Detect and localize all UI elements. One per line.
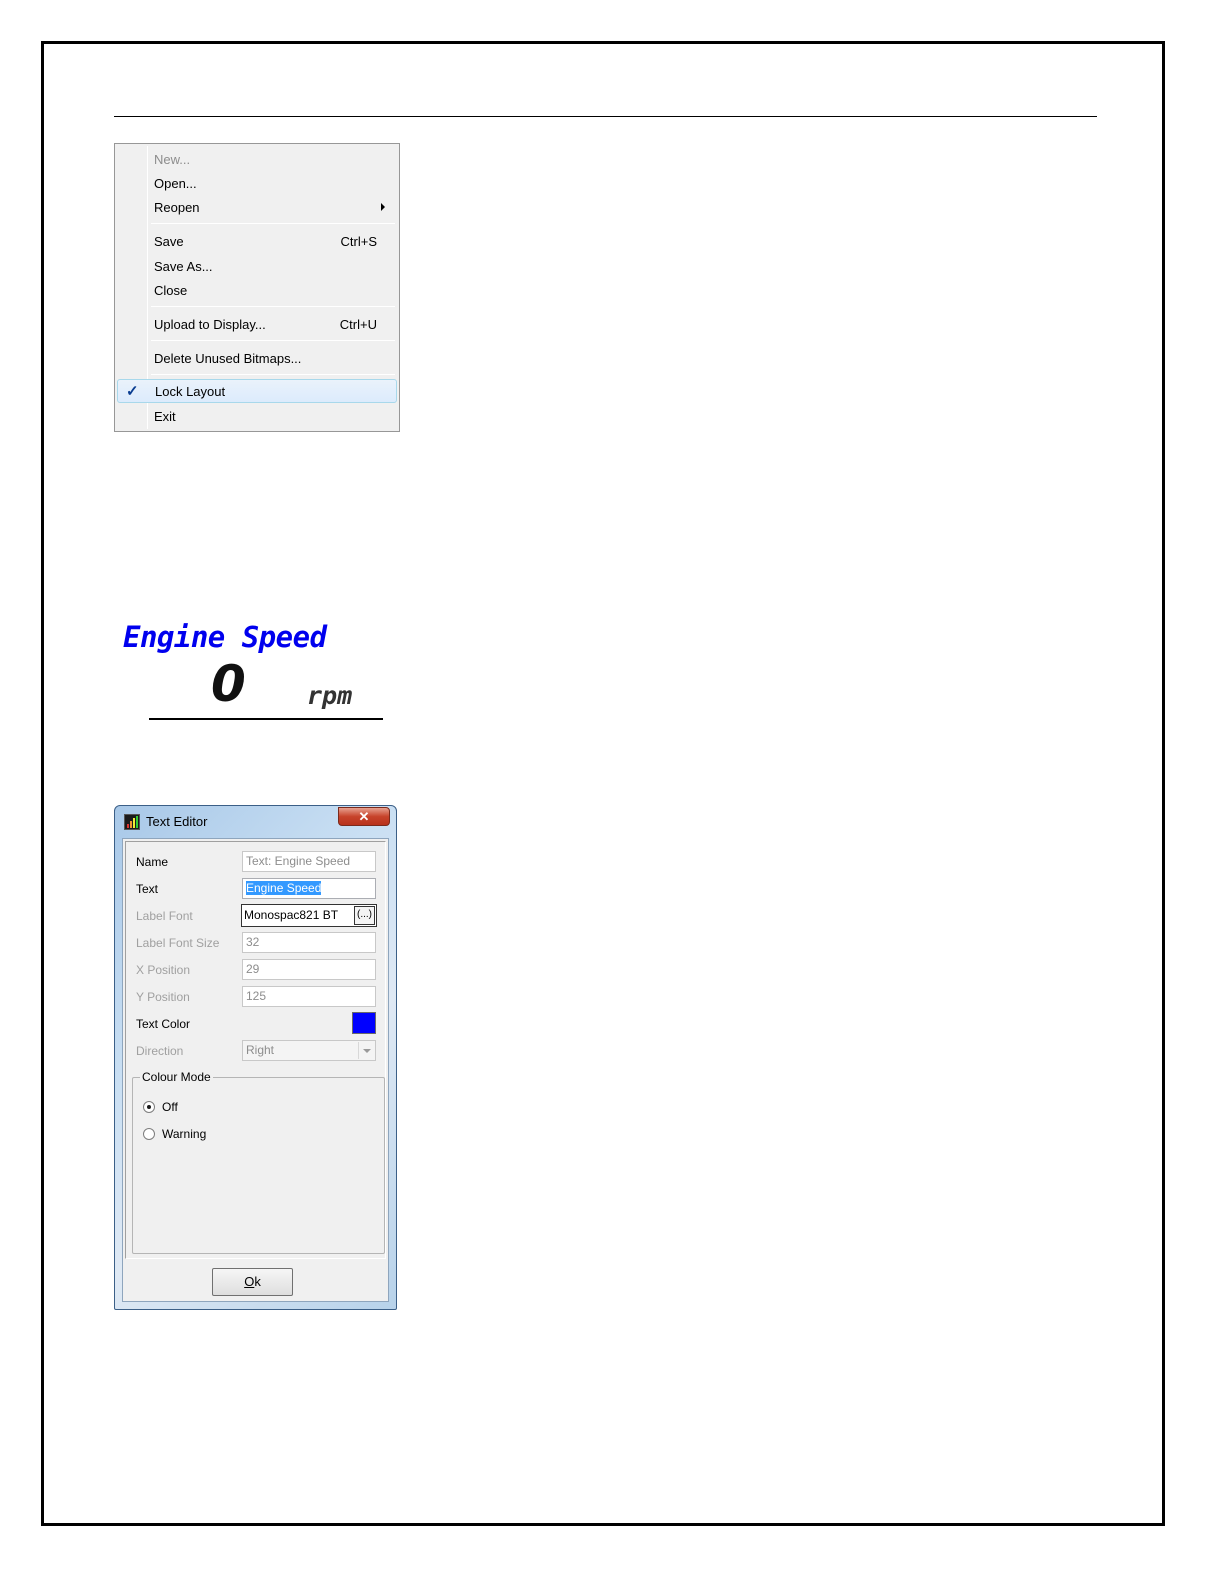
menu-item-exit[interactable]	[117, 404, 397, 428]
dialog-title: Text Editor	[146, 814, 208, 829]
menu-separator	[151, 306, 395, 307]
chevron-down-icon	[358, 1042, 374, 1059]
submenu-arrow-icon	[381, 203, 385, 211]
menu-item-shortcut: Ctrl+U	[339, 316, 377, 332]
text-field[interactable]	[242, 878, 376, 899]
close-icon: ✕	[358, 809, 370, 824]
menu-item-close[interactable]	[117, 278, 397, 302]
menu-item-label: Delete Unused Bitmaps...	[154, 350, 302, 366]
direction-value: Right	[246, 1043, 275, 1057]
label-font-size-label: Label Font Size	[136, 936, 220, 950]
name-label: Name	[136, 855, 169, 869]
menu-item-label: Exit	[154, 408, 176, 424]
name-field[interactable]: Text: Engine Speed	[242, 851, 376, 872]
app-icon	[124, 814, 140, 830]
gauge-unit: rpm	[307, 681, 353, 710]
direction-select[interactable]	[242, 1040, 376, 1061]
form-panel	[125, 841, 386, 1259]
close-button[interactable]	[338, 807, 390, 826]
dialog-client-area	[122, 838, 389, 1302]
menu-item-label: New...	[154, 151, 191, 167]
menu-item-label: Open...	[154, 175, 197, 191]
header-rule	[114, 116, 1097, 117]
menu-item-open[interactable]	[117, 171, 397, 195]
menu-item-label: Reopen	[154, 199, 200, 215]
menu-item-new[interactable]	[117, 147, 397, 171]
text-field-selection: Engine Speed	[246, 881, 322, 895]
file-menu	[114, 143, 400, 432]
gauge-title: Engine Speed	[123, 620, 327, 654]
menu-item-save-as[interactable]	[117, 254, 397, 278]
text-label: Text	[136, 882, 159, 896]
menu-item-label: Upload to Display...	[154, 316, 266, 332]
menu-item-label: Lock Layout	[155, 383, 226, 399]
menu-item-reopen[interactable]	[117, 195, 397, 219]
colour-mode-group	[132, 1070, 385, 1254]
text-color-label: Text Color	[136, 1017, 191, 1031]
text-editor-dialog	[114, 805, 397, 1310]
colour-mode-legend: Colour Mode	[142, 1070, 211, 1084]
y-position-field[interactable]: 125	[242, 986, 376, 1007]
x-position-label: X Position	[136, 963, 191, 977]
menu-item-label: Close	[154, 282, 188, 298]
radio-off[interactable]	[143, 1100, 178, 1114]
menu-item-lock-layout[interactable]	[117, 379, 397, 403]
y-position-label: Y Position	[136, 990, 190, 1004]
engine-speed-gauge	[114, 605, 390, 730]
radio-button-icon	[143, 1101, 155, 1113]
direction-label: Direction	[136, 1044, 184, 1058]
font-picker-button[interactable]: (...)	[354, 906, 375, 925]
ok-label-rest: k	[254, 1274, 261, 1289]
label-font-label: Label Font	[136, 909, 193, 923]
ok-accelerator: O	[244, 1274, 255, 1289]
checkmark-icon: ✓	[126, 383, 139, 400]
menu-item-label: Save	[154, 233, 184, 249]
menu-item-shortcut: Ctrl+S	[340, 233, 377, 249]
ok-button[interactable]	[212, 1268, 293, 1296]
menu-item-label: Save As...	[154, 258, 213, 274]
menu-item-upload-to-display[interactable]	[117, 312, 397, 336]
radio-label: Warning	[162, 1127, 207, 1141]
menu-item-save[interactable]	[117, 229, 397, 253]
radio-warning[interactable]	[143, 1127, 206, 1141]
label-font-field[interactable]	[241, 904, 377, 927]
label-font-value: Monospac821 BT	[244, 908, 339, 922]
text-color-swatch[interactable]	[352, 1012, 376, 1034]
radio-label: Off	[162, 1100, 178, 1114]
dialog-titlebar[interactable]	[115, 806, 396, 838]
menu-item-delete-unused-bitmaps[interactable]	[117, 346, 397, 370]
gauge-underline	[149, 718, 383, 720]
menu-separator	[151, 340, 395, 341]
radio-button-icon	[143, 1128, 155, 1140]
menu-separator	[151, 223, 395, 224]
x-position-field[interactable]: 29	[242, 959, 376, 980]
menu-separator	[151, 374, 395, 375]
gauge-value: 0	[211, 655, 246, 713]
label-font-size-field[interactable]: 32	[242, 932, 376, 953]
